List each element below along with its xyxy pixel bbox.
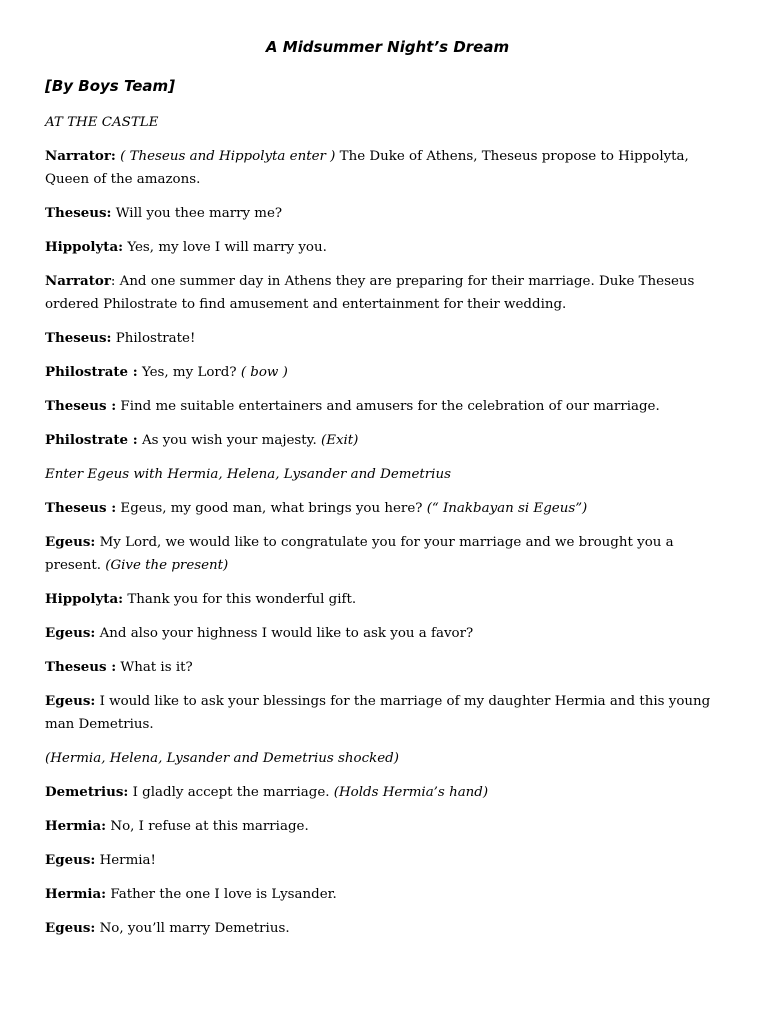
dialogue-line bbox=[45, 849, 730, 872]
dialogue-text: The Duke of Athens, Theseus propose to Hippolyta, Queen of the amazons. bbox=[45, 149, 689, 187]
dialogue-line bbox=[45, 588, 730, 611]
speaker-name: Narrator bbox=[45, 273, 111, 289]
inline-stage-direction: (Exit) bbox=[320, 433, 359, 448]
dialogue-text: I gladly accept the marriage. bbox=[128, 785, 334, 800]
dialogue-line bbox=[45, 656, 730, 679]
inline-stage-direction: (Holds Hermia’s hand) bbox=[333, 785, 489, 800]
dialogue-text: No, I refuse at this marriage. bbox=[106, 819, 309, 834]
dialogue-text: As you wish your majesty. bbox=[137, 433, 321, 448]
speaker-name: Philostrate : bbox=[45, 432, 138, 448]
dialogue-line bbox=[45, 883, 730, 906]
document-title: A Midsummer Night’s Dream bbox=[265, 38, 510, 56]
stage-direction: Enter Egeus with Hermia, Helena, Lysander and Demetrius bbox=[45, 467, 451, 482]
dialogue-line bbox=[45, 145, 730, 191]
dialogue-line bbox=[45, 395, 730, 418]
dialogue-text: Find me suitable entertainers and amusers for the celebration of our marriage. bbox=[116, 399, 660, 414]
speaker-name: Narrator: bbox=[45, 148, 116, 164]
stage-direction: AT THE CASTLE bbox=[45, 115, 159, 130]
speaker-name: Theseus : bbox=[45, 398, 117, 414]
dialogue-line bbox=[45, 781, 730, 804]
dialogue-text: Philostrate! bbox=[111, 331, 196, 346]
dialogue-text: Egeus, my good man, what brings you here? bbox=[116, 501, 427, 516]
speaker-name: Theseus: bbox=[45, 205, 112, 221]
dialogue-text: Yes, my Lord? bbox=[137, 365, 241, 380]
speaker-name: Theseus: bbox=[45, 330, 112, 346]
dialogue-line bbox=[45, 202, 730, 225]
dialogue-text: And also your highness I would like to ask you a favor? bbox=[95, 626, 474, 641]
inline-stage-direction: (Give the present) bbox=[105, 558, 229, 573]
speaker-name: Egeus: bbox=[45, 920, 96, 936]
dialogue-text: Hermia! bbox=[95, 853, 156, 868]
speaker-name: Theseus : bbox=[45, 659, 117, 675]
dialogue-text: Yes, my love I will marry you. bbox=[123, 240, 327, 255]
dialogue-line bbox=[45, 815, 730, 838]
speaker-name: Egeus: bbox=[45, 852, 96, 868]
dialogue-line bbox=[45, 429, 730, 452]
dialogue-text: Father the one I love is Lysander. bbox=[106, 887, 337, 902]
inline-stage-direction: ( Theseus and Hippolyta enter ) bbox=[115, 149, 336, 164]
script-body bbox=[45, 111, 730, 940]
speaker-name: Theseus : bbox=[45, 500, 117, 516]
speaker-name: Hippolyta: bbox=[45, 239, 124, 255]
speaker-name: Egeus: bbox=[45, 693, 96, 709]
speaker-name: Hermia: bbox=[45, 818, 107, 834]
dialogue-line bbox=[45, 361, 730, 384]
dialogue-text: Thank you for this wonderful gift. bbox=[123, 592, 357, 607]
script-page bbox=[45, 36, 730, 951]
dialogue-line bbox=[45, 690, 730, 736]
dialogue-line bbox=[45, 917, 730, 940]
speaker-name: Egeus: bbox=[45, 534, 96, 550]
inline-stage-direction: (“ Inakbayan si Egeus”) bbox=[426, 501, 588, 516]
dialogue-text: : And one summer day in Athens they are preparing for their marriage. Duke Theseus ordered Philostrate to find amusement and entertainment for their wedding. bbox=[45, 274, 695, 312]
dialogue-line bbox=[45, 497, 730, 520]
dialogue-line bbox=[45, 622, 730, 645]
speaker-name: Hermia: bbox=[45, 886, 107, 902]
speaker-name: Egeus: bbox=[45, 625, 96, 641]
dialogue-text: No, you’ll marry Demetrius. bbox=[95, 921, 290, 936]
dialogue-line bbox=[45, 236, 730, 259]
dialogue-line bbox=[45, 270, 730, 316]
speaker-name: Demetrius: bbox=[45, 784, 129, 800]
dialogue-text: My Lord, we would like to congratulate you for your marriage and we brought you a present. bbox=[45, 535, 674, 573]
dialogue-text: What is it? bbox=[116, 660, 193, 675]
dialogue-line bbox=[45, 531, 730, 577]
dialogue-text: Will you thee marry me? bbox=[111, 206, 283, 221]
stage-direction: (Hermia, Helena, Lysander and Demetrius shocked) bbox=[45, 751, 399, 766]
team-heading: [By Boys Team] bbox=[45, 77, 176, 95]
inline-stage-direction: ( bow ) bbox=[240, 365, 288, 380]
speaker-name: Philostrate : bbox=[45, 364, 138, 380]
dialogue-line bbox=[45, 327, 730, 350]
speaker-name: Hippolyta: bbox=[45, 591, 124, 607]
dialogue-text: I would like to ask your blessings for the marriage of my daughter Hermia and this young man Demetrius. bbox=[45, 694, 711, 732]
